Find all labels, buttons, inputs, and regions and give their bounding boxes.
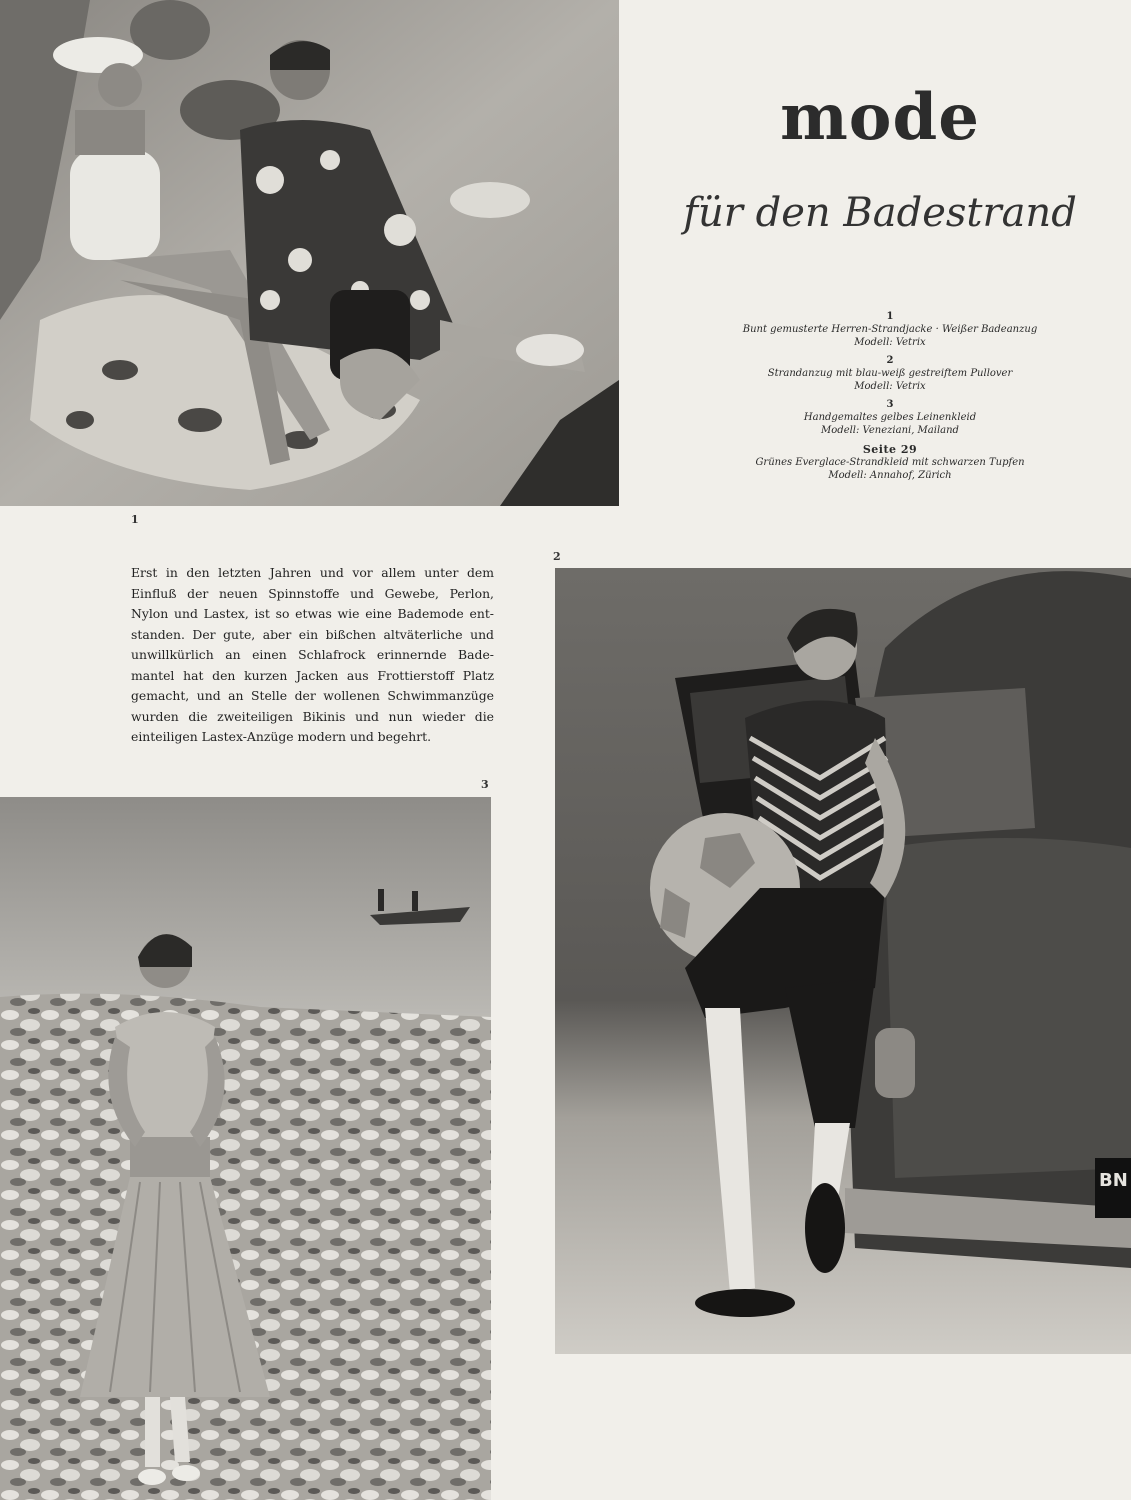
photo-woman-on-rocky-shore: [0, 797, 491, 1500]
caption-line: Bunt gemusterte Herren-Strandjacke · Weißer Badeanzug: [742, 324, 1038, 335]
article-line: standen. Der gute, aber ein bißchen altväterliche und: [131, 626, 494, 642]
caption-line: Modell: Vetrix: [854, 381, 926, 392]
article-line: unwillkürlich an einen Schlafrock erinnernde Bade-: [131, 647, 494, 662]
license-plate: BN: [1099, 1170, 1128, 1191]
caption-line: Strandanzug mit blau-weiß gestreiftem Pullover: [767, 368, 1013, 379]
article-line: Einfluß der neuen Spinnstoffe und Gewebe, Perlon,: [131, 585, 494, 601]
article-line: Erst in den letzten Jahren und vor allem unter dem: [131, 565, 494, 580]
caption-line: Grünes Everglace-Strandkleid mit schwarzen Tupfen: [755, 457, 1025, 468]
caption-number: 2: [886, 355, 894, 366]
photo-2-number: 2: [553, 550, 561, 563]
article-line: mantel hat den kurzen Jacken aus Frottierstoff Platz: [131, 667, 494, 683]
photo-woman-with-ball-and-car: [555, 568, 1131, 1354]
photo-1-number: 1: [131, 513, 139, 526]
caption-line: Modell: Vetrix: [854, 337, 926, 348]
photo-captions: [700, 305, 1080, 482]
caption-number: 3: [886, 399, 894, 410]
article-line: wurden die zweiteiligen Bikinis und nun wieder die: [131, 708, 494, 724]
caption-page-reference: Seite 29: [862, 443, 918, 456]
caption-line: Modell: Annahof, Zürich: [828, 470, 952, 481]
article-body: [131, 563, 494, 748]
photo-3-number: 3: [481, 778, 489, 791]
page-title: mode: [780, 80, 980, 155]
photo-beach-couple: [0, 0, 619, 506]
article-line: Nylon und Lastex, ist so etwas wie eine Bademode ent-: [131, 606, 494, 621]
page-subtitle: für den Badestrand: [683, 190, 1077, 236]
caption-number: 1: [886, 311, 894, 322]
caption-line: Modell: Veneziani, Mailand: [821, 425, 959, 436]
article-line: gemacht, und an Stelle der wollenen Schwimmanzüge: [131, 688, 494, 703]
article-line: einteiligen Lastex-Anzüge modern und begehrt.: [131, 729, 432, 744]
caption-line: Handgemaltes gelbes Leinenkleid: [803, 412, 977, 423]
